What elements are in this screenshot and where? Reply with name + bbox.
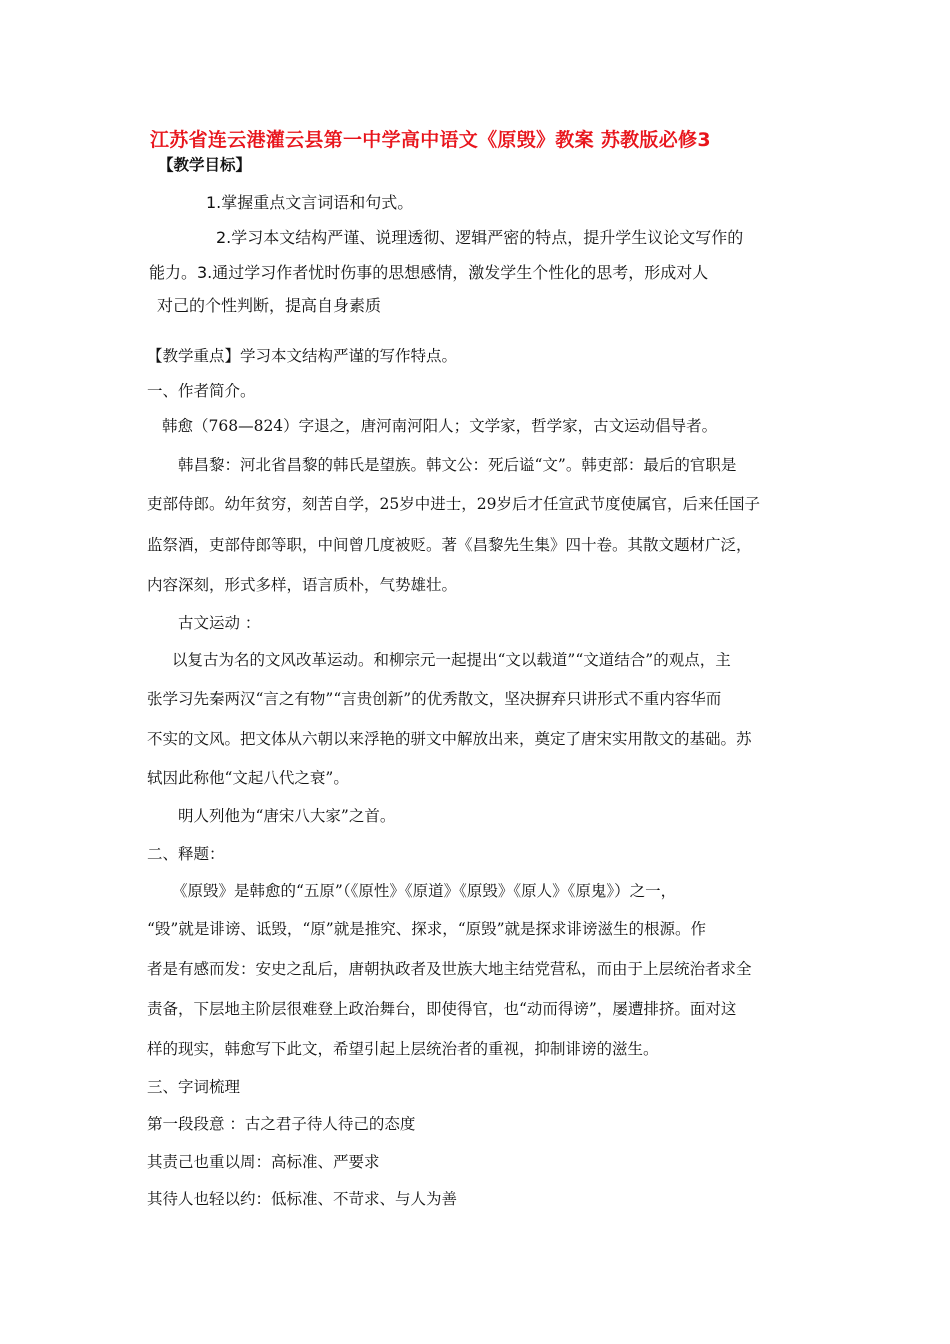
paragraph-line: 韩愈（768—824）字退之，唐河南河阳人；文学家，哲学家，古文运动倡导者。 xyxy=(162,417,718,435)
paragraph-line: “毁”就是诽谤、诋毁，“原”就是推究、探求，“原毁”就是探求诽谤滋生的根源。作 xyxy=(147,920,707,938)
paragraph-line: 其责己也重以周：高标准、严要求 xyxy=(147,1153,380,1171)
paragraph-line: 明人列他为“唐宋八大家”之首。 xyxy=(178,807,396,825)
objective-item-2-continued: 能力。3.通过学习作者忧时伤事的思想感情，激发学生个性化的思考，形成对人 xyxy=(149,263,709,282)
objectives-heading: 【教学目标】 xyxy=(158,156,252,174)
paragraph-line: 吏部侍郎。幼年贫穷，刻苦自学，25岁中进士，29岁后才任宣武节度使属官，后来任国子 xyxy=(147,495,760,513)
teaching-focus: 【教学重点】学习本文结构严谨的写作特点。 xyxy=(147,347,458,365)
paragraph-line: 不实的文风。把文体从六朝以来浮艳的骈文中解放出来，奠定了唐宋实用散文的基础。苏 xyxy=(147,730,752,748)
paragraph-line: 第一段段意 ：古之君子待人待己的态度 xyxy=(147,1115,416,1133)
subheading-guwen: 古文运动 ： xyxy=(178,614,261,632)
paragraph-line: 以复古为名的文风改革运动。和柳宗元一起提出“文以载道”“文道结合”的观点，主 xyxy=(172,651,731,669)
paragraph-line: 者是有感而发：安史之乱后，唐朝执政者及世族大地主结党营私，而由于上层统治者求全 xyxy=(147,960,752,978)
paragraph-line: 监祭酒，吏部侍郎等职，中间曾几度被贬。著《昌黎先生集》四十卷。其散文题材广泛， xyxy=(147,536,752,554)
section-heading-vocabulary: 三、字词梳理 xyxy=(147,1078,241,1096)
section-heading-title: 二、释题： xyxy=(147,845,225,863)
objective-item-3: 对己的个性判断，提高自身素质 xyxy=(157,296,382,315)
objective-item-2: 2.学习本文结构严谨、说理透彻、逻辑严密的特点，提升学生议论文写作的 xyxy=(216,228,744,247)
paragraph-line: 张学习先秦两汉“言之有物”“言贵创新”的优秀散文，坚决摒弃只讲形式不重内容华而 xyxy=(147,690,722,708)
paragraph-line: 责备，下层地主阶层很难登上政治舞台，即使得官，也“动而得谤”，屡遭排挤。面对这 xyxy=(147,1000,737,1018)
section-heading-author: 一、作者简介。 xyxy=(147,382,256,400)
paragraph-line: 《原毁》是韩愈的“五原”（《原性》《原道》《原毁》《原人》《原鬼》）之一， xyxy=(172,882,677,900)
paragraph-line: 内容深刻，形式多样，语言质朴，气势雄壮。 xyxy=(147,576,458,594)
paragraph-line: 韩昌黎：河北省昌黎的韩氏是望族。韩文公：死后谥“文”。韩吏部：最后的官职是 xyxy=(178,456,737,474)
objective-item-1: 1.掌握重点文言词语和句式。 xyxy=(206,193,414,212)
paragraph-line: 样的现实，韩愈写下此文，希望引起上层统治者的重视，抑制诽谤的滋生。 xyxy=(147,1040,659,1058)
paragraph-line: 轼因此称他“文起八代之衰”。 xyxy=(147,769,349,787)
paragraph-line: 其待人也轻以约：低标准、不苛求、与人为善 xyxy=(147,1190,458,1208)
document-title: 江苏省连云港灌云县第一中学高中语文《原毁》教案 苏教版必修3 xyxy=(150,129,711,151)
